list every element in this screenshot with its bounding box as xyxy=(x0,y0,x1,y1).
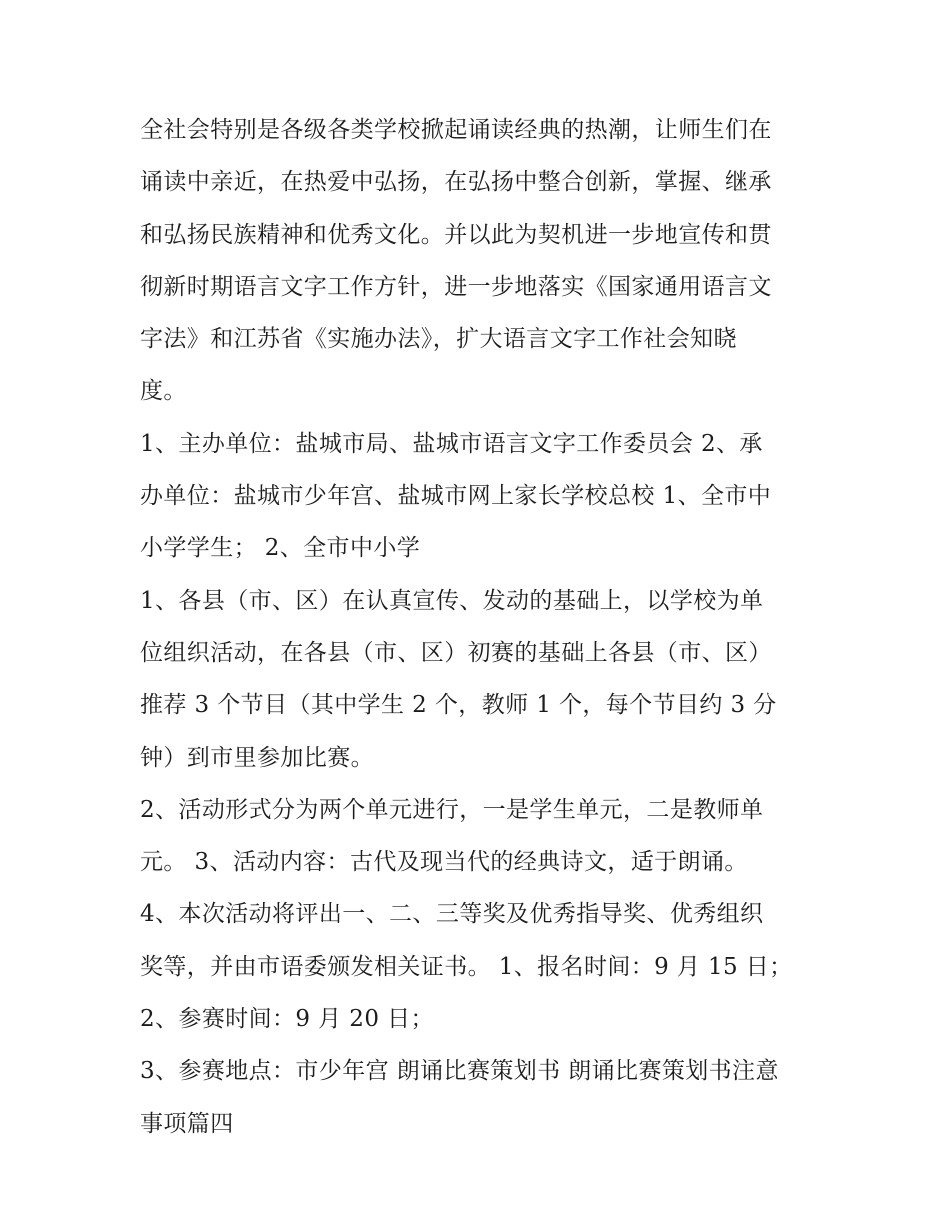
text-line: 4、本次活动将评出一、二、三等奖及优秀指导奖、优秀组织 xyxy=(140,901,764,928)
text-line: 位组织活动，在各县（市、区）初赛的基础上各县（市、区） xyxy=(140,639,772,666)
text-line: 奖等，并由市语委颁发相关证书。 1、报名时间：9 月 15 日； xyxy=(140,953,793,980)
text-line: 彻新时期语言文字工作方针，进一步地落实《国家通用语言文 xyxy=(140,273,772,300)
text-line: 全社会特别是各级各类学校掀起诵读经典的热潮，让师生们在 xyxy=(140,117,772,143)
text-line: 钟）到市里参加比赛。 xyxy=(140,744,374,771)
text-line: 诵读中亲近，在热爱中弘扬，在弘扬中整合创新，掌握、继承 xyxy=(140,169,772,196)
text-line: 事项篇四 xyxy=(140,1110,234,1137)
text-line: 字法》和江苏省《实施办法》，扩大语言文字工作社会知晓 xyxy=(140,326,737,353)
document-body xyxy=(140,104,820,1150)
text-line: 小学学生； 2、全市中小学 xyxy=(140,535,421,562)
text-line: 推荐 3 个节目（其中学生 2 个，教师 1 个，每个节目约 3 分 xyxy=(140,692,777,719)
text-line: 1、主办单位：盐城市局、盐城市语言文字工作委员会 2、承 xyxy=(140,430,763,457)
text-line: 和弘扬民族精神和优秀文化。并以此为契机进一步地宣传和贯 xyxy=(140,221,772,248)
text-line: 1、各县（市、区）在认真宣传、发动的基础上，以学校为单 xyxy=(140,587,764,614)
text-line: 元。 3、活动内容：古代及现当代的经典诗文，适于朗诵。 xyxy=(140,849,748,876)
text-line: 2、活动形式分为两个单元进行，一是学生单元，二是教师单 xyxy=(140,796,764,823)
text-line: 3、参赛地点：市少年宫 朗诵比赛策划书 朗诵比赛策划书注意 xyxy=(140,1058,779,1085)
text-line: 办单位：盐城市少年宫、盐城市网上家长学校总校 1、全市中 xyxy=(140,483,772,510)
text-line: 2、参赛时间：9 月 20 日； xyxy=(140,1006,434,1033)
text-line: 度。 xyxy=(140,378,187,405)
